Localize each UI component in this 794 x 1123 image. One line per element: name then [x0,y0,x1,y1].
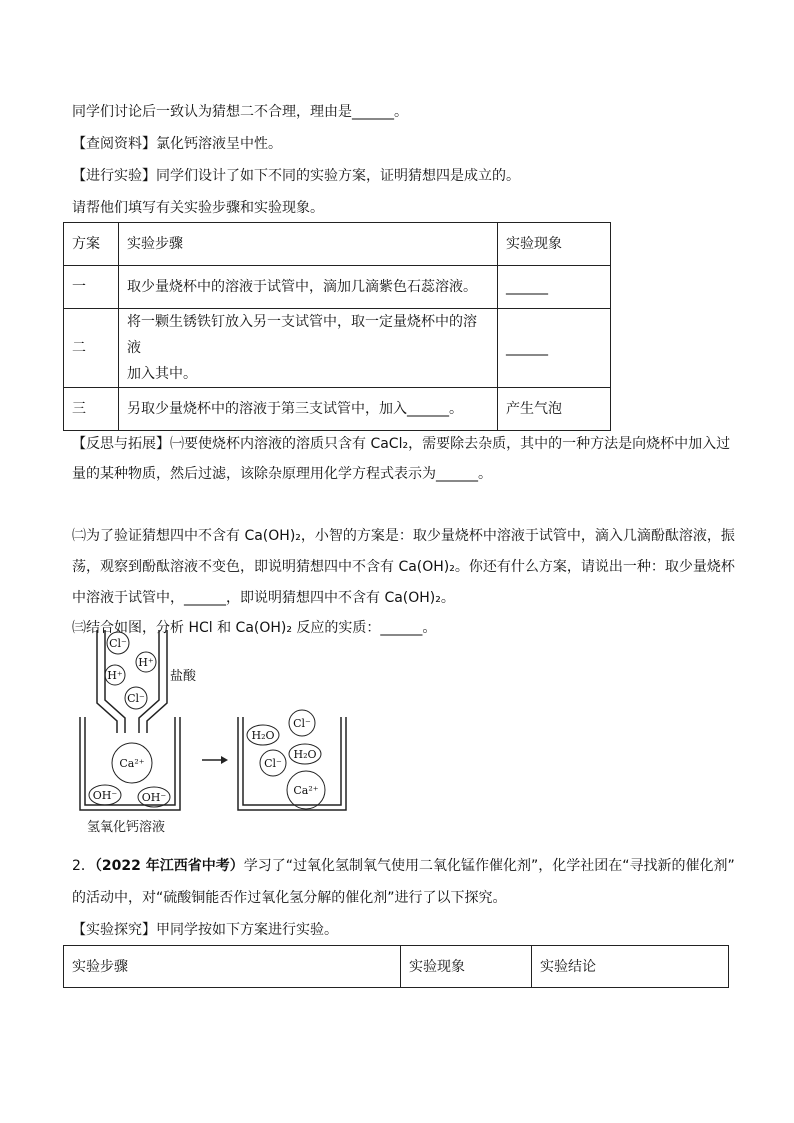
text-line: 【查阅资料】氯化钙溶液呈中性。 [72,136,282,152]
text-line: 量的某种物质，然后过滤，该除杂原理用化学方程式表示为______。 [72,466,492,482]
ion-label: Cl⁻ [109,637,127,650]
acid-label: 盐酸 [170,669,197,684]
ion-label: OH⁻ [92,789,118,802]
text-line: 同学们讨论后一致认为猜想二不合理，理由是______。 [72,104,408,120]
table-header-cell: 实验现象 [498,223,611,266]
text-line: 【实验探究】甲同学按如下方案进行实验。 [72,922,338,938]
table-header-cell: 实验结论 [532,946,729,988]
table-cell-line: 将一颗生锈铁钉放入另一支试管中，取一定量烧杯中的溶液 [127,314,477,356]
table-cell [119,309,498,388]
table-cell: 取少量烧杯中的溶液于试管中，滴加几滴紫色石蕊溶液。 [119,266,498,309]
text-line: 的活动中，对“硫酸铜能否作过氧化氢分解的催化剂”进行了以下探究。 [72,890,507,906]
table-cell: 产生气泡 [498,388,611,431]
arrow-icon [221,756,228,764]
table-row [64,266,611,309]
ion-label: H₂O [293,748,317,761]
table-cell: ______ [498,266,611,309]
text-line: 【进行实验】同学们设计了如下不同的实验方案，证明猜想四是成立的。 [72,168,520,184]
ion-label: H⁺ [138,656,154,669]
table-row [64,309,611,388]
text-line: 【反思与拓展】㈠要使烧杯内溶液的溶质只含有 CaCl₂，需要除去杂质，其中的一种方法是向烧杯中加入过 [72,436,731,452]
reaction-figure [75,625,365,840]
table-cell: ______ [498,309,611,388]
table-row [64,388,611,431]
table-cell: 另取少量烧杯中的溶液于第三支试管中，加入______。 [119,388,498,431]
ion-label: Cl⁻ [264,757,282,770]
table-cell: 三 [64,388,119,431]
experiment-table-2 [63,945,729,988]
text-line: ㈡为了验证猜想四中不含有 Ca(OH)₂，小智的方案是：取少量烧杯中溶液于试管中，滴入几滴酚酞溶液，振 [72,528,735,544]
question-number: 2． [72,858,95,874]
table-header-row [64,946,729,988]
ion-label: Cl⁻ [127,692,145,705]
table-header-row [64,223,611,266]
experiment-table [63,222,611,431]
question-source: （2022 年江西省中考） [94,858,244,874]
table-cell: 一 [64,266,119,309]
ion-label: Ca²⁺ [293,784,319,797]
table-header-cell: 方案 [64,223,119,266]
ion-label: OH⁻ [141,791,167,804]
text-line: ㈢结合如图，分析 HCl 和 Ca(OH)₂ 反应的实质：______。 [72,620,437,636]
ion-label: H₂O [251,729,275,742]
ion-label: Cl⁻ [293,717,311,730]
question-text: 学习了“过氧化氢制氧气使用二氧化锰作催化剂”，化学社团在“寻找新的催化剂” [243,858,735,874]
text-line: 中溶液于试管中，______，即说明猜想四中不含有 Ca(OH)₂。 [72,590,455,606]
text-line: 请帮他们填写有关实验步骤和实验现象。 [72,200,324,216]
table-header-cell: 实验现象 [401,946,532,988]
table-cell: 二 [64,309,119,388]
table-header-cell: 实验步骤 [119,223,498,266]
ion-label: Ca²⁺ [119,757,145,770]
ion-label: H⁺ [107,669,123,682]
question-line [72,856,735,876]
table-header-cell: 实验步骤 [64,946,401,988]
text-line: 荡，观察到酚酞溶液不变色，即说明猜想四中不含有 Ca(OH)₂。你还有什么方案，请说出一种：取少量烧杯 [72,559,735,575]
table-cell-line: 加入其中。 [127,366,197,382]
base-label: 氢氧化钙溶液 [87,820,166,835]
